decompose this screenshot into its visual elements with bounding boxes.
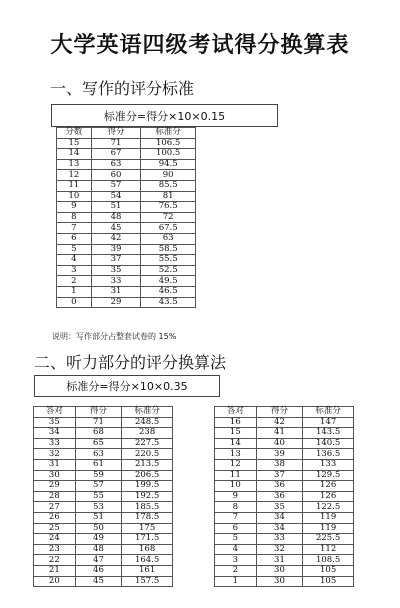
table-cell: 220.5 (122, 449, 173, 460)
table-cell: 26 (34, 512, 76, 523)
table-cell: 4 (57, 255, 92, 266)
table-cell: 175 (122, 523, 173, 534)
listening-formula-box: 标准分=得分×10×0.35 (34, 375, 220, 397)
table-row (57, 138, 196, 149)
table-row (215, 544, 354, 555)
table-cell: 11 (57, 180, 92, 191)
table-cell: 2 (57, 276, 92, 287)
table-cell: 126 (303, 491, 354, 502)
table-cell: 108.5 (303, 555, 354, 566)
table-cell: 63 (75, 449, 122, 460)
table-cell: 33 (256, 534, 303, 545)
table-row (57, 223, 196, 234)
table-cell: 15 (57, 138, 92, 149)
column-header: 标准分 (122, 407, 173, 418)
table-row (57, 191, 196, 202)
table-row (34, 449, 173, 460)
table-cell: 51 (91, 202, 141, 213)
table-cell: 105 (303, 576, 354, 587)
table-cell: 51 (75, 512, 122, 523)
table-row (34, 438, 173, 449)
table-cell: 168 (122, 544, 173, 555)
table-cell: 27 (34, 502, 76, 513)
table-row (57, 202, 196, 213)
table-cell: 12 (215, 459, 257, 470)
table-cell: 15 (215, 428, 257, 439)
table-row (215, 565, 354, 576)
table-cell: 227.5 (122, 438, 173, 449)
table-row (34, 459, 173, 470)
table-cell: 55 (75, 491, 122, 502)
column-header: 得分 (91, 128, 141, 139)
table-cell: 90 (141, 170, 196, 181)
table-cell: 21 (34, 565, 76, 576)
table-cell: 85.5 (141, 180, 196, 191)
table-cell: 53 (75, 502, 122, 513)
table-cell: 13 (57, 159, 92, 170)
table-cell: 8 (215, 502, 257, 513)
table-cell: 45 (75, 576, 122, 587)
table-row (215, 491, 354, 502)
table-cell: 67 (91, 149, 141, 160)
table-cell: 3 (215, 555, 257, 566)
table-row (215, 459, 354, 470)
table-cell: 60 (91, 170, 141, 181)
table-cell: 178.5 (122, 512, 173, 523)
table-cell: 49 (75, 534, 122, 545)
table-cell: 42 (256, 417, 303, 428)
table-cell: 32 (256, 544, 303, 555)
table-cell: 63 (91, 159, 141, 170)
table-cell: 94.5 (141, 159, 196, 170)
table-row (215, 449, 354, 460)
table-cell: 29 (34, 481, 76, 492)
table-cell: 11 (215, 470, 257, 481)
table-cell: 23 (34, 544, 76, 555)
table-cell: 36 (256, 481, 303, 492)
table-cell: 33 (34, 438, 76, 449)
table-cell: 57 (75, 481, 122, 492)
column-header: 分数 (57, 128, 92, 139)
table-cell: 36 (256, 491, 303, 502)
table-cell: 105 (303, 565, 354, 576)
table-row (34, 523, 173, 534)
table-cell: 119 (303, 512, 354, 523)
table-cell: 33 (91, 276, 141, 287)
table-row (34, 470, 173, 481)
table-cell: 2 (215, 565, 257, 576)
table-cell: 37 (91, 255, 141, 266)
table-cell: 185.5 (122, 502, 173, 513)
table-cell: 22 (34, 555, 76, 566)
table-row (34, 576, 173, 587)
table-row (57, 297, 196, 308)
table-cell: 199.5 (122, 481, 173, 492)
table-cell: 31 (91, 286, 141, 297)
table-cell: 161 (122, 565, 173, 576)
table-cell: 48 (91, 212, 141, 223)
column-header: 得分 (75, 407, 122, 418)
table-row (34, 544, 173, 555)
table-cell: 34 (256, 512, 303, 523)
table-cell: 50 (75, 523, 122, 534)
table-cell: 157.5 (122, 576, 173, 587)
page-title: 大学英语四级考试得分换算表 (50, 32, 350, 58)
table-cell: 7 (215, 512, 257, 523)
table-cell: 16 (215, 417, 257, 428)
table-cell: 5 (215, 534, 257, 545)
table-cell: 67.5 (141, 223, 196, 234)
table-cell: 63 (141, 233, 196, 244)
table-cell: 0 (57, 297, 92, 308)
table-cell: 34 (256, 523, 303, 534)
table-row (34, 417, 173, 428)
table-row (34, 555, 173, 566)
table-cell: 29 (91, 297, 141, 308)
table-cell: 55.5 (141, 255, 196, 266)
section-heading-writing: 一、写作的评分标准 (50, 79, 195, 98)
table-cell: 35 (34, 417, 76, 428)
writing-score-table (56, 127, 196, 308)
table-cell: 171.5 (122, 534, 173, 545)
table-cell: 59 (75, 470, 122, 481)
table-cell: 43.5 (141, 297, 196, 308)
table-cell: 30 (34, 470, 76, 481)
table-cell: 45 (91, 223, 141, 234)
table-cell: 7 (57, 223, 92, 234)
column-header: 答对 (34, 407, 76, 418)
table-cell: 58.5 (141, 244, 196, 255)
table-cell: 14 (57, 149, 92, 160)
table-cell: 35 (256, 502, 303, 513)
table-cell: 6 (57, 233, 92, 244)
table-cell: 164.5 (122, 555, 173, 566)
table-cell: 4 (215, 544, 257, 555)
table-row (57, 286, 196, 297)
table-cell: 31 (34, 459, 76, 470)
table-cell: 71 (91, 138, 141, 149)
table-cell: 68 (75, 428, 122, 439)
table-cell: 25 (34, 523, 76, 534)
table-cell: 32 (34, 449, 76, 460)
table-cell: 28 (34, 491, 76, 502)
table-cell: 140.5 (303, 438, 354, 449)
table-cell: 9 (215, 491, 257, 502)
table-cell: 136.5 (303, 449, 354, 460)
table-cell: 13 (215, 449, 257, 460)
table-row (215, 576, 354, 587)
table-cell: 238 (122, 428, 173, 439)
table-row (34, 428, 173, 439)
table-cell: 71 (75, 417, 122, 428)
table-cell: 39 (91, 244, 141, 255)
table-cell: 48 (75, 544, 122, 555)
table-cell: 24 (34, 534, 76, 545)
table-cell: 72 (141, 212, 196, 223)
table-cell: 225.5 (303, 534, 354, 545)
table-cell: 14 (215, 438, 257, 449)
table-cell: 34 (34, 428, 76, 439)
listening-table-right (214, 406, 354, 587)
table-cell: 192.5 (122, 491, 173, 502)
table-cell: 42 (91, 233, 141, 244)
table-cell: 49.5 (141, 276, 196, 287)
table-cell: 39 (256, 449, 303, 460)
table-cell: 65 (75, 438, 122, 449)
table-cell: 37 (256, 470, 303, 481)
table-cell: 112 (303, 544, 354, 555)
table-row (57, 233, 196, 244)
table-cell: 147 (303, 417, 354, 428)
table-cell: 119 (303, 523, 354, 534)
table-row (215, 523, 354, 534)
table-cell: 129.5 (303, 470, 354, 481)
table-row (34, 565, 173, 576)
table-cell: 46 (75, 565, 122, 576)
table-cell: 41 (256, 428, 303, 439)
table-cell: 35 (91, 265, 141, 276)
table-row (57, 159, 196, 170)
table-row (57, 255, 196, 266)
writing-formula-box: 标准分=得分×10×0.15 (51, 104, 278, 127)
table-cell: 38 (256, 459, 303, 470)
table-row (57, 265, 196, 276)
table-cell: 10 (215, 481, 257, 492)
table-cell: 206.5 (122, 470, 173, 481)
table-row (215, 417, 354, 428)
table-row (34, 481, 173, 492)
table-header-row (57, 128, 196, 139)
table-row (34, 491, 173, 502)
table-row (215, 534, 354, 545)
table-cell: 5 (57, 244, 92, 255)
table-cell: 143.5 (303, 428, 354, 439)
table-cell: 81 (141, 191, 196, 202)
table-cell: 20 (34, 576, 76, 587)
table-row (215, 555, 354, 566)
table-row (57, 180, 196, 191)
table-row (57, 244, 196, 255)
table-cell: 10 (57, 191, 92, 202)
column-header: 标准分 (141, 128, 196, 139)
table-cell: 31 (256, 555, 303, 566)
table-row (215, 512, 354, 523)
table-row (57, 212, 196, 223)
table-cell: 6 (215, 523, 257, 534)
table-cell: 248.5 (122, 417, 173, 428)
table-cell: 213.5 (122, 459, 173, 470)
table-cell: 52.5 (141, 265, 196, 276)
table-cell: 126 (303, 481, 354, 492)
table-cell: 1 (57, 286, 92, 297)
table-header-row (215, 407, 354, 418)
table-cell: 133 (303, 459, 354, 470)
column-header: 答对 (215, 407, 257, 418)
table-cell: 30 (256, 576, 303, 587)
table-row (215, 502, 354, 513)
table-row (34, 512, 173, 523)
table-row (34, 502, 173, 513)
table-cell: 46.5 (141, 286, 196, 297)
table-row (215, 438, 354, 449)
table-row (215, 428, 354, 439)
table-cell: 1 (215, 576, 257, 587)
table-row (57, 170, 196, 181)
table-cell: 9 (57, 202, 92, 213)
table-cell: 122.5 (303, 502, 354, 513)
table-cell: 106.5 (141, 138, 196, 149)
table-cell: 76.5 (141, 202, 196, 213)
column-header: 得分 (256, 407, 303, 418)
table-cell: 30 (256, 565, 303, 576)
table-header-row (34, 407, 173, 418)
table-cell: 47 (75, 555, 122, 566)
table-row (215, 481, 354, 492)
table-row (57, 149, 196, 160)
column-header: 标准分 (303, 407, 354, 418)
listening-table-left (33, 406, 173, 587)
writing-note: 说明：写作部分占整套试卷的 15% (52, 332, 177, 341)
table-cell: 3 (57, 265, 92, 276)
table-cell: 57 (91, 180, 141, 191)
table-row (215, 470, 354, 481)
table-cell: 12 (57, 170, 92, 181)
table-cell: 40 (256, 438, 303, 449)
table-cell: 61 (75, 459, 122, 470)
section-heading-listening: 二、听力部分的评分换算法 (34, 353, 227, 372)
table-row (34, 534, 173, 545)
table-row (57, 276, 196, 287)
table-cell: 8 (57, 212, 92, 223)
table-cell: 100.5 (141, 149, 196, 160)
table-cell: 54 (91, 191, 141, 202)
